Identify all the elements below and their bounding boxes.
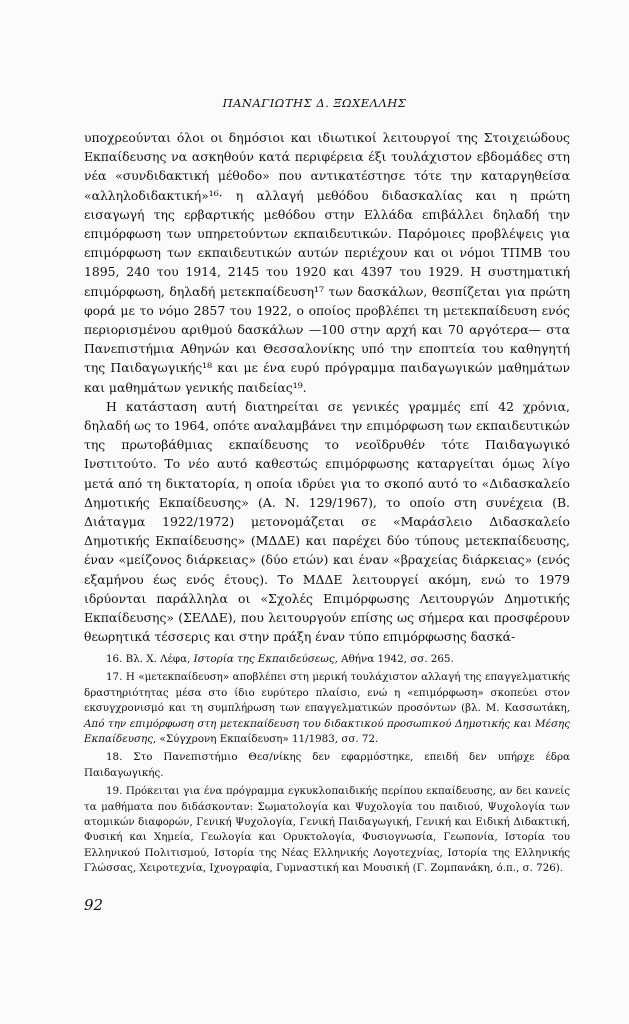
body-text — [84, 128, 570, 646]
body-paragraph-1: υποχρεούνται όλοι οι δημόσιοι και ιδιωτικοί λειτουργοί της Στοιχειώδους Εκπαίδευσης να ασκηθούν κατά περιφέρεια έξι τουλάχιστον εβδομάδες στη νέα «συνδιδακτική μέθοδο» που αντικατέστησε τότε την καταργηθείσα «αλληλοδιδακτική»¹⁶· η αλλαγή μεθόδου διδασκαλίας και η πρώτη εισαγωγή της ερβαρτικής μεθόδου στην Ελλάδα επιβάλλει δηλαδή την επιμόρφωση των υπηρετούντων εκπαιδευτικών. Παρόμοιες προβλέψεις για επιμόρφωση των εκπαιδευτικών αυτών περιέχουν και οι νόμοι ΤΠΜΒ του 1895, 240 του 1914, 2145 του 1920 και 4397 του 1929. Η συστηματική επιμόρφωση, δηλαδή μετεκπαίδευση¹⁷ των δασκάλων, θεσπίζεται για πρώτη φορά με το νόμο 2857 του 1922, ο οποίος προβλέπει τη μετεκπαίδευση ενός περιορισμένου αριθμού δασκάλων —100 στην αρχή και 70 αργότερα— στα Πανεπιστήμια Αθηνών και Θεσσαλονίκης υπό την εποπτεία του καθηγητή της Παιδαγωγικής¹⁸ και με ένα ευρύ πρόγραμμα παιδαγωγικών μαθημάτων και μαθημάτων γενικής παιδείας¹⁹. — [84, 130, 570, 395]
footnote-17: 17. Η «μετεκπαίδευση» αποβλέπει στη μερική τουλάχιστον αλλαγή της επαγγελματικής δραστηριότητας μέσα στο ίδιο ευρύτερο πλαίσιο, ενώ η «επιμόρφωση» σκοπεύει στον εκσυγχρονισμό και τη συμπλήρωση των επαγγελματικών προσόντων (βλ. Μ. Κασσωτάκη, Από την επιμόρφωση στη μετεκπαίδευση του διδακτικού προσωπικού Δημοτικής και Μέσης Εκπαίδευσης, «Σύγχρονη Εκπαίδευση» 11/1983, σσ. 72. — [84, 671, 570, 746]
footnote-18: 18. Στο Πανεπιστήμιο Θεσ/νίκης δεν εφαρμόστηκε, επειδή δεν υπήρχε έδρα Παιδαγωγικής. — [84, 751, 570, 779]
page-number: 92 — [84, 896, 104, 914]
footnote-16: 16. Βλ. Χ. Λέφα, Ιστορία της Εκπαιδεύσεως, Αθήνα 1942, σσ. 265. — [106, 653, 454, 665]
running-head: ΠΑΝΑΓΙΩΤΗΣ Δ. ΞΩΧΕΛΛΗΣ — [222, 96, 407, 110]
body-paragraph-2: Η κατάσταση αυτή διατηρείται σε γενικές γραμμές επί 42 χρόνια, δηλαδή ως το 1964, οπότε αναλαμβάνει την επιμόρφωση των εκπαιδευτικών της πρωτοβάθμιας εκπαίδευσης το νεοϊδρυθέν τότε Παιδαγωγικό Ινστιτούτο. Το νέο αυτό καθεστώς επιμόρφωσης καταργείται όμως λίγο μετά από τη δικτατορία, η οποία ιδρύει για το σκοπό αυτό το «Διδασκαλείο Δημοτικής Εκπαίδευσης» (Α. Ν. 129/1967), το οποίο στη συνέχεια (Β. Διάταγμα 1922/1972) μετονομάζεται σε «Μαράσλειο Διδασκαλείο Δημοτικής Εκπαίδευσης» (ΜΔΔΕ) και παρέχει δύο τύπους μετεκπαίδευσης, έναν «μείζονος διάρκειας» (δύο ετών) και έναν «βραχείας διάρκειας» (ενός εξαμήνου έως ενός έτους). Το ΜΔΔΕ λειτουργεί ακόμη, ενώ το 1979 ιδρύονται παράλληλα οι «Σχολές Επιμόρφωσης Λειτουργών Δημοτικής Εκπαίδευσης» (ΣΕΛΔΕ), που λειτουργούν επίσης ως σήμερα και προσφέρουν θεωρητικά τέσσερις και στην πράξη έναν τύπο επιμόρφωσης δασκά- — [84, 398, 570, 645]
footnotes — [84, 652, 570, 880]
footnote-19: 19. Πρόκειται για ένα πρόγραμμα εγκυκλοπαιδικής περίπου εκπαίδευσης, αν δει κανείς τα μαθήματα που διδάσκονταν: Σωματολογία και Ψυχολογία του παιδιού, Ψυχολογία των ατομικών διαφορών, Γενική Ψυχολογία, Γενική Παιδαγωγική, Γενική και Ειδική Διδακτική, Φυσική και Χημεία, Γεωλογία και Ορυκτολογία, Φυσιογνωσία, Γεωπονία, Ιστορία του Ελληνικού Πολιτισμού, Ιστορία της Νέας Ελληνικής Λογοτεχνίας, Ιστορία της Ελληνικής Γλώσσας, Χειροτεχνία, Ιχνογραφία, Γυμναστική και Μουσική (Γ. Ζομπανάκη, ό.π., σ. 726). — [84, 785, 570, 875]
